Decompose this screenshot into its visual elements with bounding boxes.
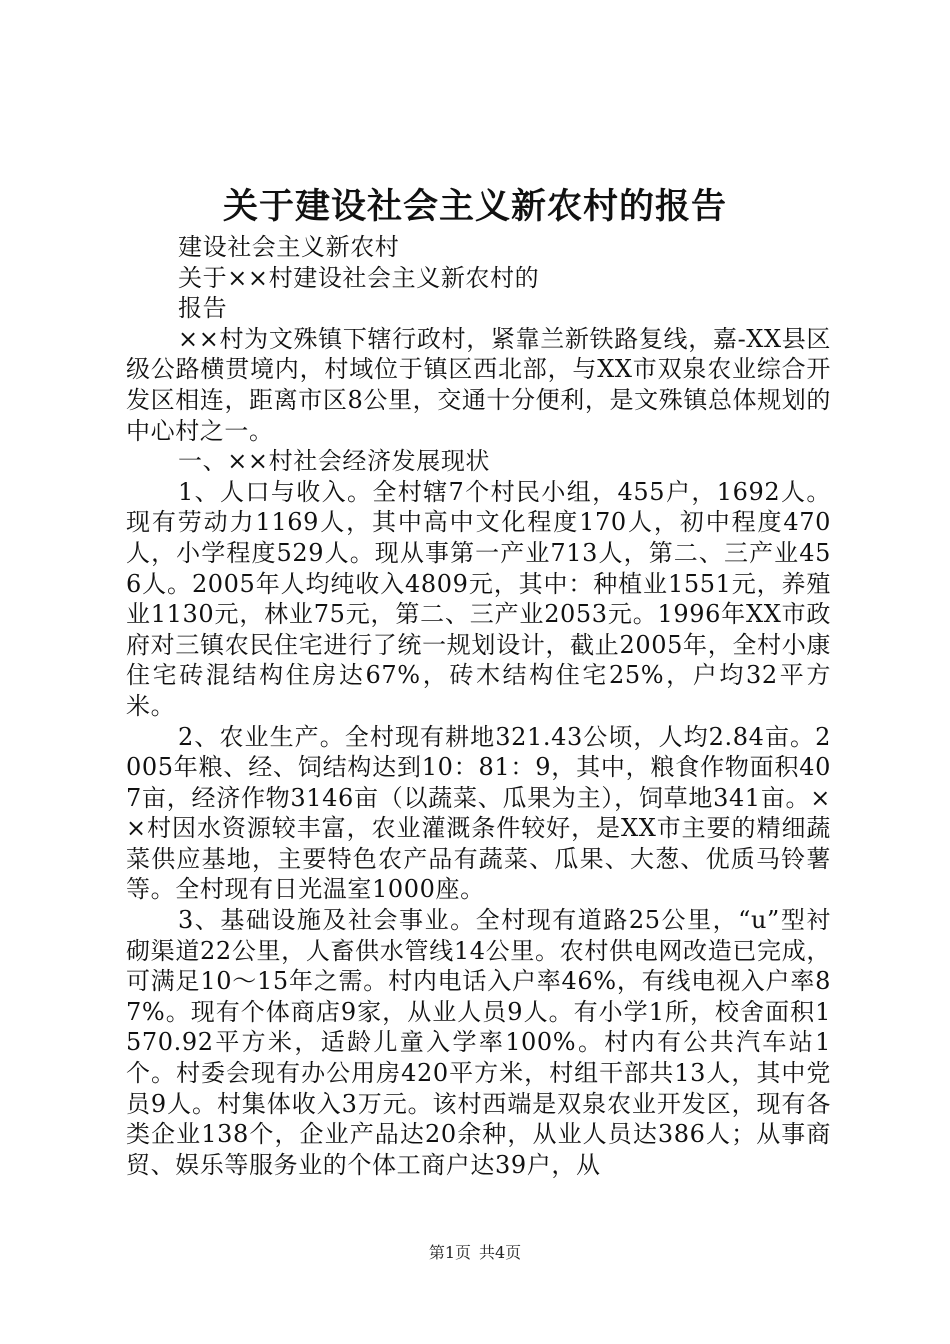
paragraph-infrastructure: 3、基础设施及社会事业。全村现有道路25公里，“u”型衬砌渠道22公里，人畜供水管线14公里。农村供电网改造已完成，可满足10～15年之需。村内电话入户率46%，有线电视入户率87%。现有个体商店9家，从业人员9人。有小学1所，校舍面积1570.92平方米，适龄儿童入学率100%。村内有公共汽车站1个。村委会现有办公用房420平方米，村组干部共13人，其中党员9人。村集体收入3万元。该村西端是双泉农业开发区，现有各类企业138个，企业产品达20余种，从业人员达386人；从事商贸、娱乐等服务业的个体工商户达39户，从: [126, 906, 831, 1179]
paragraph-subtitle-1: 建设社会主义新农村: [178, 233, 400, 261]
document-body: [126, 232, 831, 1180]
paragraph-population-income: 1、人口与收入。全村辖7个村民小组，455户，1692人。现有劳动力1169人，其中高中文化程度170人，初中程度470人，小学程度529人。现从事第一产业713人，第二、三产业456人。2005年人均纯收入4809元，其中：种植业1551元，养殖业1130元，林业75元，第二、三产业2053元。1996年XX市政府对三镇农民住宅进行了统一规划设计，截止2005年，全村小康住宅砖混结构住房达67%，砖木结构住宅25%，户均32平方米。: [126, 477, 831, 720]
page-number-current: 第1页: [428, 1243, 471, 1262]
page-number-total: 共4页: [479, 1243, 522, 1262]
paragraph-subtitle-3: 报告: [178, 294, 228, 323]
paragraph-intro: ××村为文殊镇下辖行政村，紧靠兰新铁路复线，嘉-XX县区级公路横贯境内，村域位于镇区西北部，与XX市双泉农业综合开发区相连，距离市区8公里，交通十分便利，是文殊镇总体规划的中心村之一。: [126, 324, 831, 445]
page-footer: [0, 1243, 950, 1263]
section-heading: 一、××村社会经济发展现状: [178, 447, 491, 476]
paragraph-subtitle-2: 关于××村建设社会主义新农村的: [178, 263, 540, 292]
document-title: 关于建设社会主义新农村的报告: [222, 186, 727, 227]
paragraph-agriculture: 2、农业生产。全村现有耕地321.43公顷，人均2.84亩。2005年粮、经、饲结构达到10：81：9，其中，粮食作物面积407亩，经济作物3146亩（以蔬菜、瓜果为主），饲草地341亩。××村因水资源较丰富，农业灌溉条件较好，是XX市主要的精细蔬菜供应基地，主要特色农产品有蔬菜、瓜果、大葱、优质马铃薯等。全村现有日光温室1000座。: [126, 722, 831, 904]
